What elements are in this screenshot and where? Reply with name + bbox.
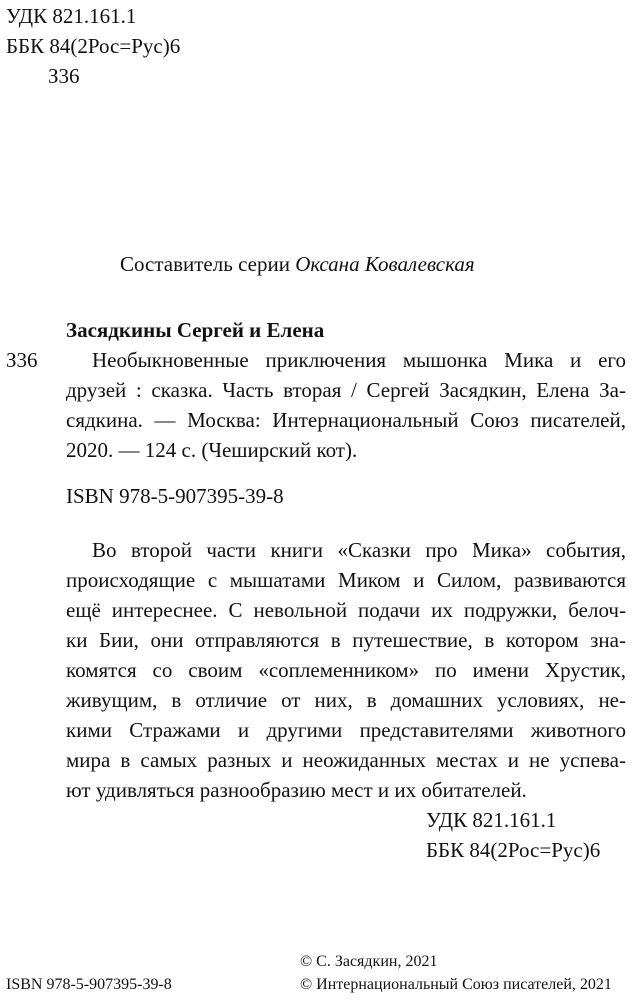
top-author-mark: З36	[48, 64, 80, 88]
footer-isbn: ISBN 978-5-907395-39-8	[6, 976, 172, 993]
annotation-line: Во второй части книги «Сказки про Мика» события,	[92, 538, 626, 562]
copyright-author: © С. Засядкин, 2021	[300, 953, 438, 970]
annotation-line: ки Бии, они отправляются в путешествие, в котором зна-	[66, 628, 626, 652]
record-description	[66, 345, 626, 465]
record-mark: З36	[6, 348, 38, 372]
record-line: 2020. — 124 с. (Чеширский кот).	[66, 438, 358, 462]
record-line: сядкина. — Москва: Интернациональный Союз писателей,	[66, 408, 626, 432]
index-udk: УДК 821.161.1	[426, 808, 557, 832]
record-author: Засядкины Сергей и Елена	[66, 318, 325, 342]
annotation-line: ют удивляться разнообразию мест и их обитателей.	[66, 778, 527, 802]
series-editor-name: Оксана Ковалевская	[295, 252, 475, 276]
series-editor	[120, 249, 475, 279]
record-isbn: ISBN 978-5-907395-39-8	[66, 484, 284, 508]
annotation-line: живущим, в отличие от них, в домашних условиях, не-	[66, 688, 626, 712]
annotation-line: ещё интереснее. С невольной подачи их подружки, белоч-	[66, 598, 626, 622]
annotation-line: происходящие с мышатами Миком и Силом, развиваются	[66, 568, 626, 592]
record-line: друзей : сказка. Часть вторая / Сергей Засядкин, Елена За-	[66, 378, 626, 402]
index-bbk: ББК 84(2Рос=Рус)6	[426, 838, 601, 862]
series-prefix: Составитель серии	[120, 252, 290, 276]
copyright-publisher: © Интернациональный Союз писателей, 2021	[300, 976, 612, 993]
annotation-line: мира в самых разных и неожиданных местах и не успева-	[66, 748, 626, 772]
top-bbk: ББК 84(2Рос=Рус)6	[6, 34, 181, 58]
record-line: Необыкновенные приключения мышонка Мика и его	[92, 348, 626, 372]
annotation	[66, 535, 626, 805]
top-udk: УДК 821.161.1	[6, 4, 137, 28]
annotation-line: комятся со своим «соплеменником» по имени Хрустик,	[66, 658, 626, 682]
annotation-line: кими Стражами и другими представителями животного	[66, 718, 626, 742]
